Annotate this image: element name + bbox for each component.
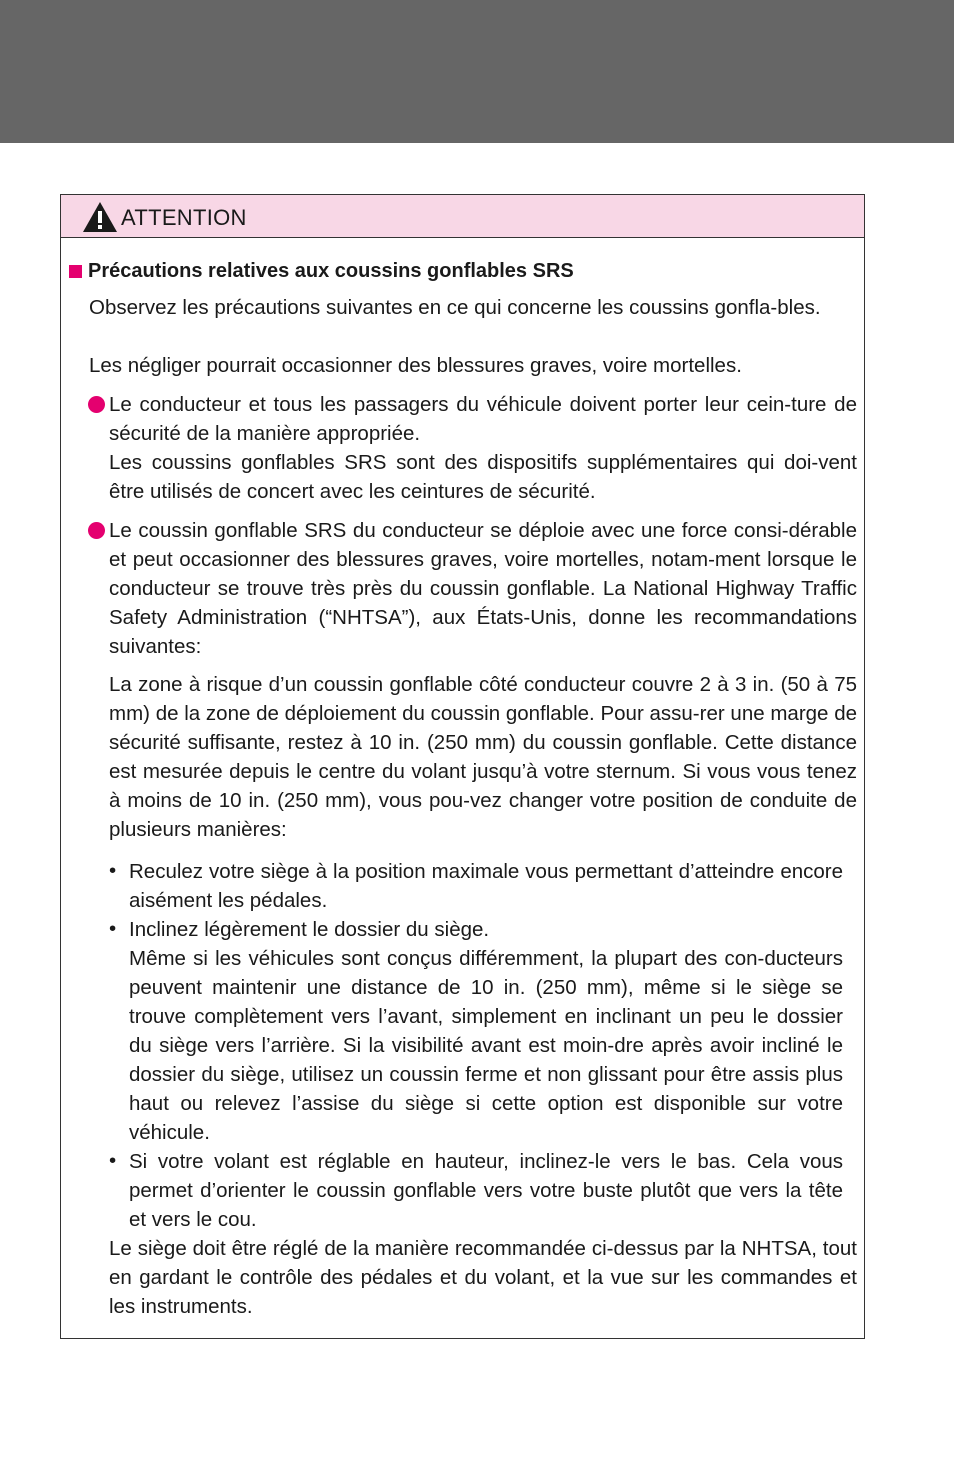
warning-triangle-icon bbox=[81, 200, 119, 234]
bullet-3-text: Si votre volant est réglable en hauteur, inclinez-le vers le bas. Cela vous permet d’orienter le coussin gonflable vers votre buste plutôt que vers la tête et vers le cou. bbox=[129, 1150, 843, 1231]
bullet-2-text: Inclinez légèrement le dossier du siège. bbox=[129, 918, 490, 941]
point-1-note: Les coussins gonflables SRS sont des dispositifs supplémentaires qui doi-vent être utilisés de concert avec les ceintures de sécurité. bbox=[109, 451, 857, 503]
attention-box bbox=[60, 194, 865, 1339]
section-marker-icon bbox=[69, 265, 82, 278]
point-2-text: Le coussin gonflable SRS du conducteur se déploie avec une force consi-dérable et peut occasionner des blessures graves, voire mortelles, notam-ment lorsque le conducteur se trouve très près du coussin gonflable. La National Highway Traffic Safety Administration (“NHTSA”), aux États-Unis, donne les recommandations suivantes: bbox=[109, 519, 857, 658]
intro-paragraph-2: Les négliger pourrait occasionner des blessures graves, voire mortelles. bbox=[89, 354, 742, 377]
bullet-dot-icon bbox=[88, 396, 105, 413]
bullet-2-note: Même si les véhicules sont conçus différemment, la plupart des con-ducteurs peuvent maintenir une distance de 10 in. (250 mm), même si le siège se trouve complètement vers l’avant, simplement en inclinant un peu le dossier du siège vers l’arrière. Si la visibilité avant est moin-dre après avoir incliné le dossier du siège, utilisez un coussin ferme et non glissant pour être assis plus haut ou relevez l’assise du siège si cette option est disponible sur votre véhicule. bbox=[129, 947, 843, 1144]
bullet-marker: • bbox=[109, 859, 117, 882]
bullet-marker: • bbox=[109, 1149, 117, 1172]
section-heading bbox=[69, 260, 574, 283]
point-1-text: Le conducteur et tous les passagers du véhicule doivent porter leur cein-ture de sécurité de la manière appropriée. bbox=[109, 393, 857, 445]
bullet-marker: • bbox=[109, 917, 117, 940]
attention-header bbox=[61, 195, 864, 238]
closing-paragraph: Le siège doit être réglé de la manière recommandée ci-dessus par la NHTSA, tout en gardant le contrôle des pédales et du volant, et la vue sur les commandes et les instruments. bbox=[109, 1237, 857, 1318]
top-gray-band bbox=[0, 0, 954, 143]
intro-paragraph-1: Observez les précautions suivantes en ce qui concerne les coussins gonfla-bles. bbox=[89, 296, 821, 319]
point-2-detail: La zone à risque d’un coussin gonflable côté conducteur couvre 2 à 3 in. (50 à 75 mm) de la zone de déploiement du coussin gonflable. Pour assu-rer une marge de sécurité suffisante, restez à 10 in. (250 mm) du coussin gonflable. Cette distance est mesurée depuis le centre du volant jusqu’à votre sternum. Si vous vous tenez à moins de 10 in. (250 mm), vous pou-vez changer votre position de conduite de plusieurs manières: bbox=[109, 673, 857, 841]
bullet-dot-icon bbox=[88, 522, 105, 539]
bullet-1-text: Reculez votre siège à la position maximale vous permettant d’atteindre encore aisément les pédales. bbox=[129, 860, 843, 912]
section-title: Précautions relatives aux coussins gonflables SRS bbox=[88, 260, 574, 282]
attention-label: ATTENTION bbox=[121, 204, 247, 230]
